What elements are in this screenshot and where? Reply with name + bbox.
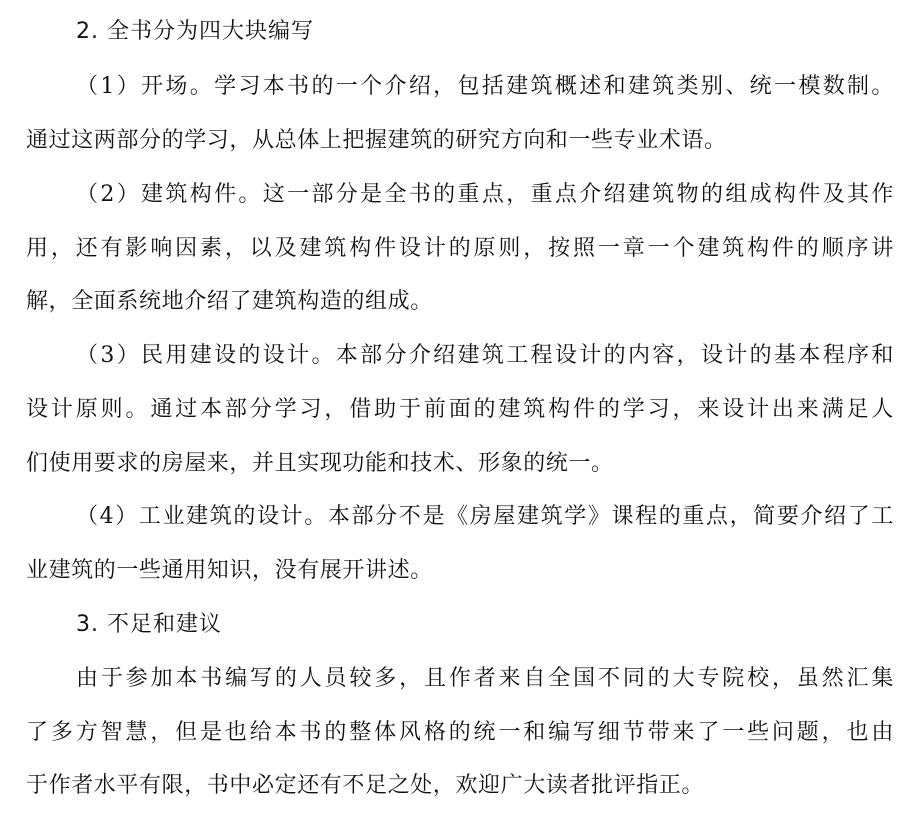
paragraph-3-line-2: 设计原则。通过本部分学习，借助于前面的建筑构件的学习，来设计出来满足人 bbox=[26, 397, 894, 422]
section-3-heading: 3. 不足和建议 bbox=[76, 612, 222, 637]
paragraph-1-line-2: 通过这两部分的学习，从总体上把握建筑的研究方向和一些专业术语。 bbox=[26, 128, 727, 153]
paragraph-2-line-3: 解，全面系统地介绍了建筑构造的组成。 bbox=[26, 289, 433, 314]
paragraph-2-line-1: （2）建筑构件。这一部分是全书的重点，重点介绍建筑物的组成构件及其作 bbox=[76, 182, 894, 207]
paragraph-4-line-1: （4）工业建筑的设计。本部分不是《房屋建筑学》课程的重点，简要介绍了工 bbox=[76, 504, 894, 529]
paragraph-2-line-2: 用，还有影响因素，以及建筑构件设计的原则，按照一章一个建筑构件的顺序讲 bbox=[26, 236, 894, 261]
paragraph-3-line-1: （3）民用建设的设计。本部分介绍建筑工程设计的内容，设计的基本程序和 bbox=[76, 343, 894, 368]
paragraph-3-line-3: 们使用要求的房屋来，并且实现功能和技术、形象的统一。 bbox=[26, 451, 614, 476]
paragraph-1-line-1: （1）开场。学习本书的一个介绍，包括建筑概述和建筑类别、统一模数制。 bbox=[76, 74, 894, 99]
paragraph-5-line-1: 由于参加本书编写的人员较多，且作者来自全国不同的大专院校，虽然汇集 bbox=[76, 666, 894, 691]
paragraph-5-line-2: 了多方智慧，但是也给本书的整体风格的统一和编写细节带来了一些问题，也由 bbox=[26, 720, 894, 745]
paragraph-5-line-3: 于作者水平有限，书中必定还有不足之处，欢迎广大读者批评指正。 bbox=[26, 773, 705, 798]
paragraph-4-line-2: 业建筑的一些通用知识，没有展开讲述。 bbox=[26, 558, 433, 583]
section-2-heading: 2. 全书分为四大块编写 bbox=[76, 19, 314, 44]
